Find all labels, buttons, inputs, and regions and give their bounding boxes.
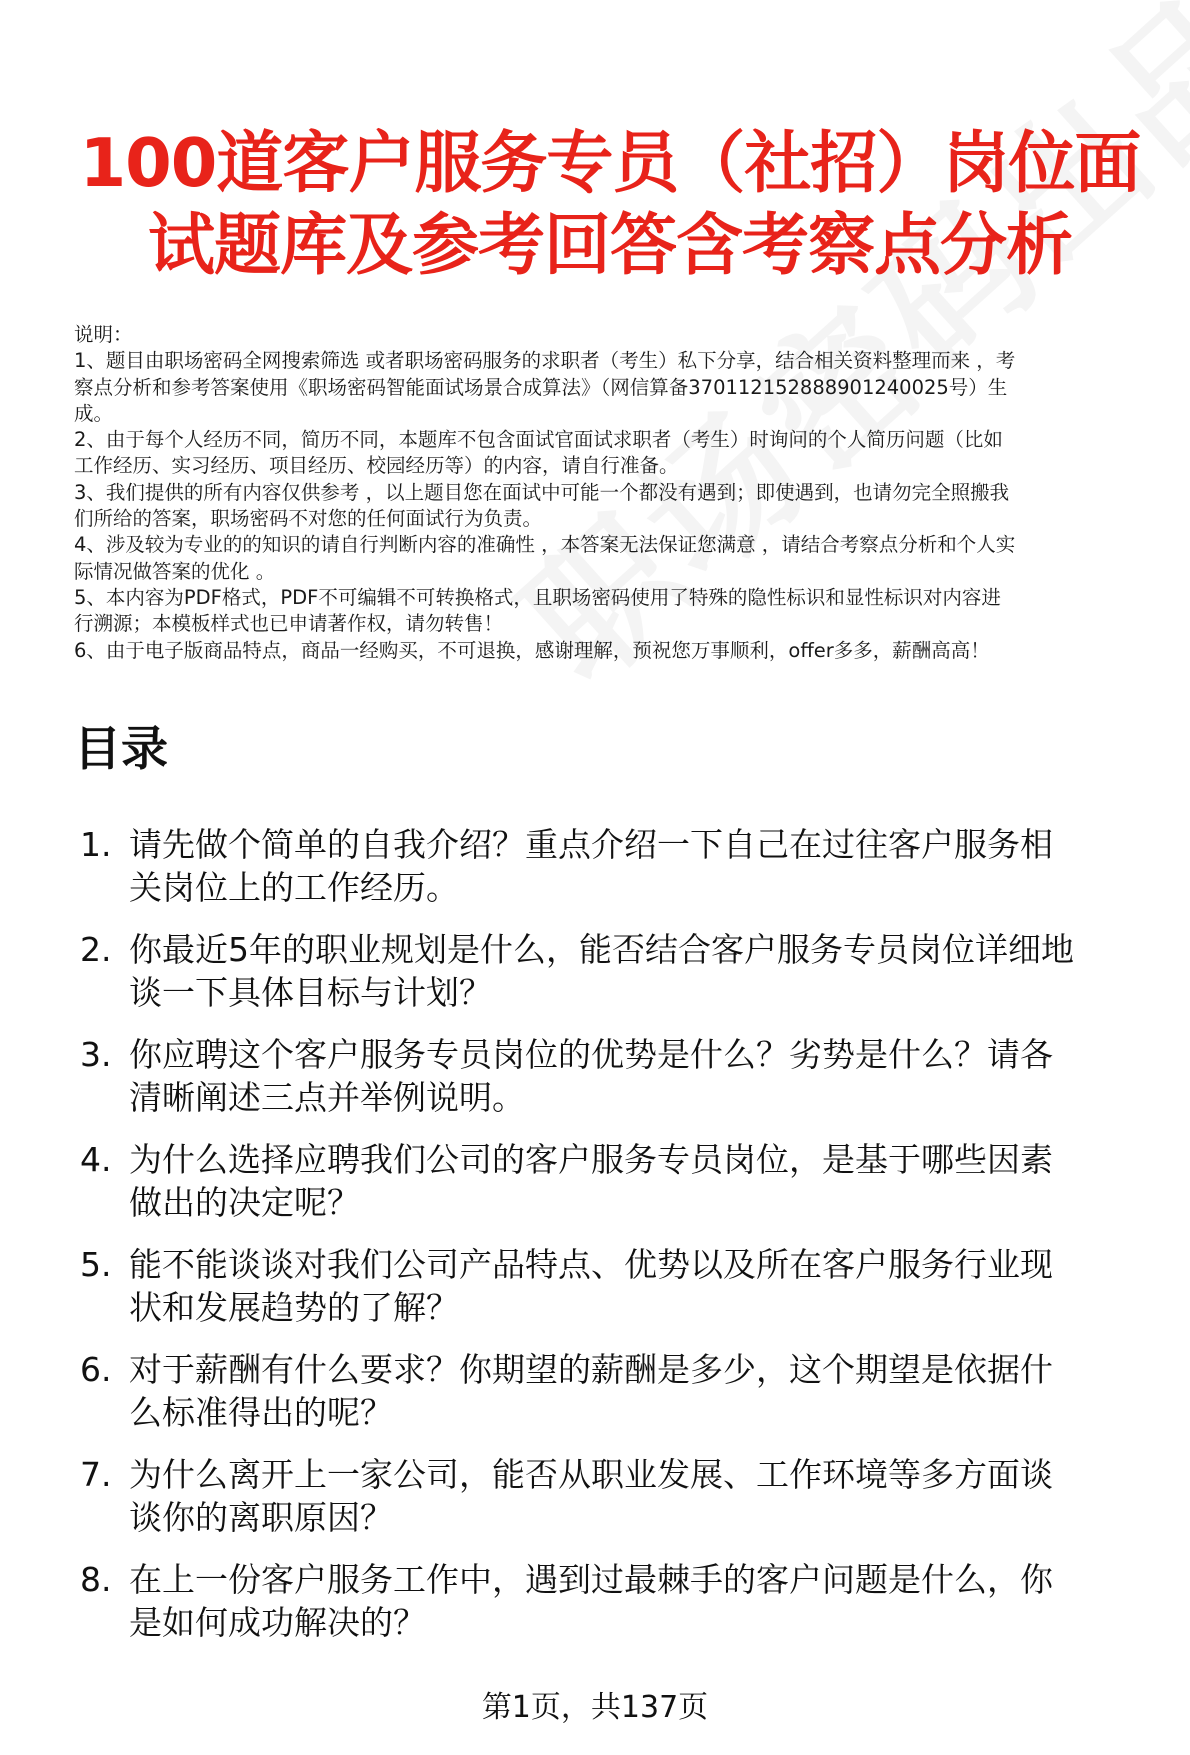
toc-item[interactable] [74, 1453, 1164, 1539]
toc-item-text: 你最近5年的职业规划是什么，能否结合客户服务专员岗位详细地 [129, 930, 1074, 969]
notes-line: 说明： [74, 323, 133, 346]
toc-item[interactable] [74, 1558, 1164, 1644]
toc-list [74, 823, 1164, 1663]
notes-line: 际情况做答案的优化 。 [74, 559, 276, 583]
toc-item-number: 8. [80, 1560, 112, 1599]
toc-item-number: 4. [80, 1140, 112, 1179]
toc-item-text: 你应聘这个客户服务专员岗位的优势是什么？劣势是什么？请各 [129, 1035, 1053, 1074]
toc-item-text: 能不能谈谈对我们公司产品特点、优势以及所在客户服务行业现 [129, 1245, 1053, 1284]
toc-item[interactable] [74, 1033, 1164, 1119]
toc-item[interactable] [74, 1348, 1164, 1434]
page-number-footer: 第1页，共137页 [481, 1690, 709, 1725]
toc-item-text: 为什么选择应聘我们公司的客户服务专员岗位，是基于哪些因素 [129, 1140, 1053, 1179]
notes-line: 2、由于每个人经历不同，简历不同，本题库不包含面试官面试求职者（考生）时询问的个人简历问题（比如 [74, 428, 1003, 452]
toc-item-text: 谈你的离职原因？ [129, 1498, 393, 1537]
notes-line: 们所给的答案，职场密码不对您的任何面试行为负责。 [74, 507, 543, 531]
notes-line: 察点分析和参考答案使用《职场密码智能面试场景合成算法》（网信算备370112152888901240025号）生 [74, 375, 1008, 399]
toc-item[interactable] [74, 928, 1164, 1014]
toc-item-text: 状和发展趋势的了解？ [129, 1288, 459, 1327]
toc-item-text: 么标准得出的呢？ [129, 1393, 393, 1432]
toc-heading: 目录 [74, 722, 168, 777]
document-title [70, 122, 1150, 286]
toc-item-number: 2. [80, 930, 112, 969]
title-line-1: 100道客户服务专员（社招）岗位面 [79, 124, 1141, 202]
toc-item-text: 是如何成功解决的？ [129, 1603, 426, 1642]
notes-line: 工作经历、实习经历、项目经历、校园经历等）的内容，请自行准备。 [74, 454, 679, 478]
toc-item-number: 5. [80, 1245, 112, 1284]
toc-item-text: 请先做个简单的自我介绍？重点介绍一下自己在过往客户服务相 [129, 825, 1053, 864]
toc-item-text: 谈一下具体目标与计划？ [129, 973, 492, 1012]
notes-line: 1、题目由职场密码全网搜索筛选 或者职场密码服务的求职者（考生）私下分享，结合相关资料整理而来 ，考 [74, 349, 1016, 373]
notes-line: 成。 [74, 401, 114, 425]
notes-line: 5、本内容为PDF格式，PDF不可编辑不可转换格式，且职场密码使用了特殊的隐性标识和显性标识对内容进 [74, 585, 1001, 609]
notes-line: 4、涉及较为专业的的知识的请自行判断内容的准确性 ，本答案无法保证您满意 ，请结合考察点分析和个人实 [74, 533, 1016, 557]
toc-item[interactable] [74, 823, 1164, 909]
toc-item-text: 对于薪酬有什么要求？你期望的薪酬是多少，这个期望是依据什 [129, 1350, 1053, 1389]
instructions-block [74, 322, 1154, 664]
toc-item-text: 做出的决定呢？ [129, 1183, 360, 1222]
toc-item-text: 在上一份客户服务工作中，遇到过最棘手的客户问题是什么，你 [129, 1560, 1053, 1599]
toc-item-text: 为什么离开上一家公司，能否从职业发展、工作环境等多方面谈 [129, 1455, 1053, 1494]
toc-item[interactable] [74, 1243, 1164, 1329]
toc-item-number: 7. [80, 1455, 112, 1494]
notes-line: 3、我们提供的所有内容仅供参考 ，以上题目您在面试中可能一个都没有遇到；即使遇到，也请勿完全照搬我 [74, 480, 1010, 504]
toc-item-number: 6. [80, 1350, 112, 1389]
title-line-2: 试题库及参考回答含考察点分析 [148, 206, 1072, 284]
notes-line: 6、由于电子版商品特点，商品一经购买，不可退换，感谢理解，预祝您万事顺利，offer多多，薪酬高高！ [74, 638, 990, 662]
notes-line: 行溯源；本模板样式也已申请著作权，请勿转售！ [74, 612, 504, 636]
toc-item-text: 关岗位上的工作经历。 [129, 868, 459, 907]
toc-item-text: 清晰阐述三点并举例说明。 [129, 1078, 525, 1117]
toc-item-number: 1. [80, 825, 112, 864]
toc-item[interactable] [74, 1138, 1164, 1224]
toc-item-number: 3. [80, 1035, 112, 1074]
